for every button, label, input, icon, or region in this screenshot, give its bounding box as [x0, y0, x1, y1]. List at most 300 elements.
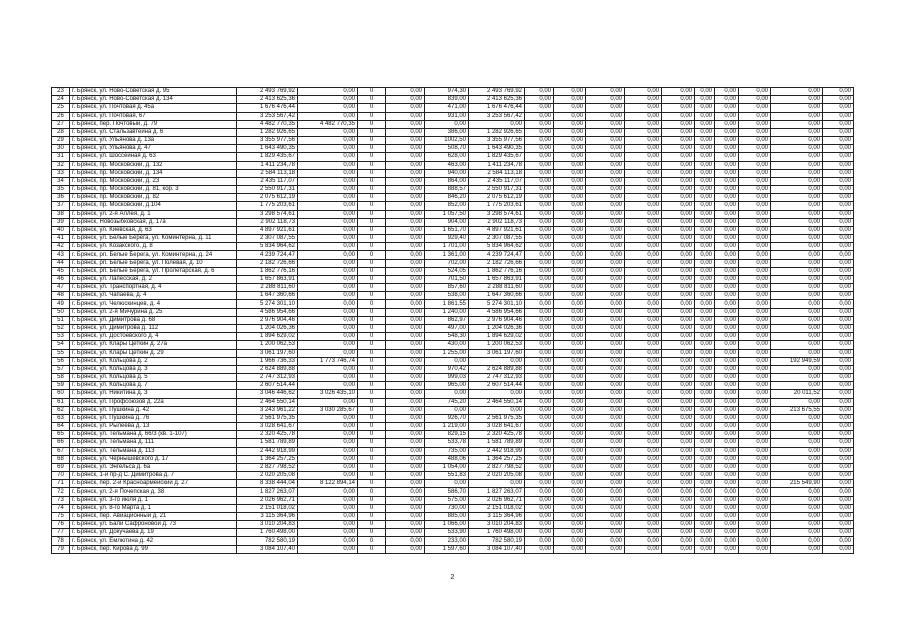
- cell-cost-col-8: 0,00: [525, 545, 554, 553]
- table-row: [52, 480, 854, 488]
- cell-area: 1 701,00: [425, 243, 469, 251]
- cell-cost-col-9: 0,00: [554, 308, 586, 316]
- cell-address: г. Брянск, ул. Кольцова д. 7: [70, 382, 237, 390]
- cell-cost-col-15: 0,00: [739, 235, 771, 243]
- cell-address: г. Брянск, ул. Докучаева д. 19: [70, 529, 237, 537]
- cell-cost-col-7: 2 493 769,92: [469, 88, 525, 96]
- cell-cost-col-5: 0,00: [386, 169, 425, 177]
- cell-area: 862,97: [425, 316, 469, 324]
- cell-cost-col-16: 0,00: [771, 439, 823, 447]
- cell-cost-col-12: 0,00: [662, 496, 695, 504]
- cell-total-cost: 1 411 234,78: [237, 161, 298, 169]
- cell-cost-col-13: 0,00: [695, 480, 715, 488]
- cell-cost-col-5: 0,00: [386, 480, 425, 488]
- cell-row-number: 73: [52, 496, 70, 504]
- cell-cost-col-10: 0,00: [586, 120, 625, 128]
- cell-area: 730,00: [425, 504, 469, 512]
- cell-address: г. Брянск, ул. Бали Сафроновой д. 73: [70, 521, 237, 529]
- cell-area: 929,40: [425, 235, 469, 243]
- cell-area: 497,00: [425, 324, 469, 332]
- cell-cost-col-11: 0,00: [625, 104, 662, 112]
- cell-cost-col-13: 0,00: [695, 226, 715, 234]
- cell-cost-col-12: 0,00: [662, 472, 695, 480]
- cell-cost-col-16: 0,00: [771, 529, 823, 537]
- cell-cost-col-13: 0,00: [695, 365, 715, 373]
- cell-row-number: 67: [52, 447, 70, 455]
- cell-total-cost: 1 364 257,25: [237, 455, 298, 463]
- cell-cost-col-14: 0,00: [715, 226, 739, 234]
- cell-cost-col-5: 0,00: [386, 463, 425, 471]
- cell-address: г. Брянск, пер. Авиационный д. 21: [70, 512, 237, 520]
- table-row: [52, 267, 854, 275]
- cell-row-number: 59: [52, 382, 70, 390]
- cell-cost-col-3: 0,00: [298, 292, 358, 300]
- cell-address: г. Брянск, рп. Белые Берега, ул. Пролетарская, д. 6: [70, 267, 237, 275]
- cell-cost-col-17: 0,00: [823, 382, 854, 390]
- cell-cost-col-16: 0,00: [771, 333, 823, 341]
- cell-cost-col-13: 0,00: [695, 284, 715, 292]
- cell-cost-col-9: 0,00: [554, 243, 586, 251]
- cell-cost-col-15: 0,00: [739, 512, 771, 520]
- cell-cost-col-17: 0,00: [823, 112, 854, 120]
- cell-cost-col-5: 0,00: [386, 292, 425, 300]
- cell-cost-col-10: 0,00: [586, 349, 625, 357]
- cell-cost-col-7: 4 586 954,66: [469, 308, 525, 316]
- cell-cost-col-15: 0,00: [739, 186, 771, 194]
- table-row: [52, 88, 854, 96]
- cell-area: 0,00: [425, 480, 469, 488]
- cell-cost-col-16: 0,00: [771, 112, 823, 120]
- cell-cost-col-4: 0: [358, 169, 386, 177]
- cell-address: г. Брянск, ул. 2-я Мичурина д. 25: [70, 308, 237, 316]
- cell-row-number: 77: [52, 529, 70, 537]
- cell-cost-col-17: 0,00: [823, 529, 854, 537]
- cell-cost-col-4: 0: [358, 504, 386, 512]
- cell-cost-col-12: 0,00: [662, 349, 695, 357]
- cell-cost-col-11: 0,00: [625, 112, 662, 120]
- cell-cost-col-10: 0,00: [586, 382, 625, 390]
- table-row: [52, 512, 854, 520]
- cell-total-cost: 8 338 444,04: [237, 480, 298, 488]
- cell-cost-col-10: 0,00: [586, 398, 625, 406]
- cell-address: г. Брянск, ул. Чернышевского д. 17: [70, 455, 237, 463]
- cell-cost-col-5: 0,00: [386, 243, 425, 251]
- cell-total-cost: 1 894 629,02: [237, 333, 298, 341]
- table-row: [52, 169, 854, 177]
- cell-cost-col-10: 0,00: [586, 275, 625, 283]
- cell-cost-col-11: 0,00: [625, 374, 662, 382]
- cell-cost-col-16: 0,00: [771, 537, 823, 545]
- cell-address: г. Брянск, ул. Энгельса д. 6а: [70, 463, 237, 471]
- cell-cost-col-3: 0,00: [298, 308, 358, 316]
- cell-cost-col-3: 0,00: [298, 431, 358, 439]
- cell-cost-col-17: 0,00: [823, 316, 854, 324]
- cell-cost-col-5: 0,00: [386, 382, 425, 390]
- cell-address: г. Брянск, ул. Стальзавтейна д. 6: [70, 128, 237, 136]
- cell-total-cost: 3 010 204,83: [237, 521, 298, 529]
- cell-row-number: 27: [52, 120, 70, 128]
- cell-cost-col-12: 0,00: [662, 243, 695, 251]
- cell-area: 1 066,00: [425, 521, 469, 529]
- cell-cost-col-5: 0,00: [386, 186, 425, 194]
- cell-cost-col-16: 0,00: [771, 496, 823, 504]
- cell-cost-col-3: 0,00: [298, 128, 358, 136]
- cell-cost-col-14: 0,00: [715, 365, 739, 373]
- cell-cost-col-9: 0,00: [554, 349, 586, 357]
- cell-cost-col-7: 1 829 435,67: [469, 153, 525, 161]
- cell-address: г. Брянск, ул. Белые Берега, ул. Коминтерна, д. 11: [70, 235, 237, 243]
- cell-cost-col-4: 0: [358, 251, 386, 259]
- cell-cost-col-10: 0,00: [586, 153, 625, 161]
- cell-cost-col-13: 0,00: [695, 463, 715, 471]
- cell-cost-col-15: 0,00: [739, 120, 771, 128]
- cell-row-number: 53: [52, 333, 70, 341]
- cell-cost-col-7: 2 151 018,02: [469, 504, 525, 512]
- cell-cost-col-9: 0,00: [554, 267, 586, 275]
- table-row: [52, 423, 854, 431]
- cell-area: 508,70: [425, 145, 469, 153]
- cell-cost-col-7: 2 747 312,93: [469, 374, 525, 382]
- cell-cost-col-14: 0,00: [715, 104, 739, 112]
- cell-row-number: 45: [52, 267, 70, 275]
- cell-address: г. Брянск, ул. Тельмана д. 113: [70, 447, 237, 455]
- cell-cost-col-16: 0,00: [771, 382, 823, 390]
- cell-cost-col-14: 0,00: [715, 259, 739, 267]
- cell-cost-col-12: 0,00: [662, 406, 695, 414]
- cell-cost-col-8: 0,00: [525, 120, 554, 128]
- cell-cost-col-17: 0,00: [823, 496, 854, 504]
- cell-cost-col-3: 0,00: [298, 88, 358, 96]
- cell-cost-col-11: 0,00: [625, 341, 662, 349]
- cell-cost-col-8: 0,00: [525, 145, 554, 153]
- cell-cost-col-14: 0,00: [715, 210, 739, 218]
- cell-cost-col-4: 0: [358, 275, 386, 283]
- cell-total-cost: 4 482 770,35: [237, 120, 298, 128]
- cell-cost-col-12: 0,00: [662, 202, 695, 210]
- cell-total-cost: 2 827 798,52: [237, 463, 298, 471]
- cell-cost-col-17: 0,00: [823, 267, 854, 275]
- cell-cost-col-9: 0,00: [554, 357, 586, 365]
- cell-cost-col-16: 0,00: [771, 161, 823, 169]
- table-row: [52, 120, 854, 128]
- table-row: [52, 112, 854, 120]
- cell-address: г. Брянск, ул. Клары Цеткин д. 27а: [70, 341, 237, 349]
- cell-cost-col-3: 0,00: [298, 537, 358, 545]
- cell-cost-col-12: 0,00: [662, 390, 695, 398]
- cell-cost-col-14: 0,00: [715, 390, 739, 398]
- cell-row-number: 30: [52, 145, 70, 153]
- cell-cost-col-12: 0,00: [662, 431, 695, 439]
- cell-cost-col-14: 0,00: [715, 153, 739, 161]
- cell-total-cost: 782 580,19: [237, 537, 298, 545]
- cell-cost-col-11: 0,00: [625, 169, 662, 177]
- cell-area: 471,00: [425, 104, 469, 112]
- cell-cost-col-17: 0,00: [823, 374, 854, 382]
- cell-cost-col-7: 1 657 863,91: [469, 275, 525, 283]
- cell-cost-col-3: 0,00: [298, 177, 358, 185]
- cell-cost-col-16: 0,00: [771, 210, 823, 218]
- cell-address: г. Брянск, ул. Лапесская, д. 2: [70, 275, 237, 283]
- cell-address: г. Брянск, ул. Почтовая, 67: [70, 112, 237, 120]
- cell-cost-col-11: 0,00: [625, 545, 662, 553]
- cell-cost-col-16: 0,00: [771, 169, 823, 177]
- cell-cost-col-3: 0,00: [298, 210, 358, 218]
- cell-cost-col-8: 0,00: [525, 88, 554, 96]
- table-row: [52, 300, 854, 308]
- cell-area: 1 054,00: [425, 463, 469, 471]
- cell-cost-col-12: 0,00: [662, 251, 695, 259]
- cell-total-cost: 2 607 514,44: [237, 382, 298, 390]
- cell-cost-col-11: 0,00: [625, 349, 662, 357]
- cell-address: г. Брянск, рп. Белые Берега, ул. Полевая, д. 10: [70, 259, 237, 267]
- cell-cost-col-9: 0,00: [554, 455, 586, 463]
- cell-cost-col-17: 0,00: [823, 161, 854, 169]
- cell-cost-col-12: 0,00: [662, 137, 695, 145]
- table-row: [52, 374, 854, 382]
- cell-cost-col-15: 0,00: [739, 447, 771, 455]
- cell-cost-col-16: 0,00: [771, 104, 823, 112]
- table-row: [52, 431, 854, 439]
- cell-cost-col-7: 2 464 550,14: [469, 398, 525, 406]
- cell-cost-col-5: 0,00: [386, 202, 425, 210]
- cell-cost-col-15: 0,00: [739, 439, 771, 447]
- cell-cost-col-10: 0,00: [586, 365, 625, 373]
- cell-address: г. Брянск, ул. Киевская, д. 63: [70, 226, 237, 234]
- cell-cost-col-14: 0,00: [715, 398, 739, 406]
- cell-cost-col-13: 0,00: [695, 259, 715, 267]
- cell-total-cost: 2 976 904,46: [237, 316, 298, 324]
- cell-cost-col-10: 0,00: [586, 308, 625, 316]
- cell-total-cost: 2 413 625,36: [237, 96, 298, 104]
- cell-cost-col-5: 0,00: [386, 333, 425, 341]
- cell-cost-col-16: 0,00: [771, 463, 823, 471]
- cell-cost-col-13: 0,00: [695, 104, 715, 112]
- cell-cost-col-11: 0,00: [625, 120, 662, 128]
- cell-cost-col-13: 0,00: [695, 423, 715, 431]
- cell-cost-col-14: 0,00: [715, 455, 739, 463]
- cell-address: г. Брянск, ул. 2-я Аллея, д. 1: [70, 210, 237, 218]
- cell-cost-col-17: 0,00: [823, 365, 854, 373]
- cell-cost-col-7: 1 581 789,89: [469, 439, 525, 447]
- cell-cost-col-4: 0: [358, 545, 386, 553]
- cell-total-cost: 4 239 724,47: [237, 251, 298, 259]
- cell-cost-col-5: 0,00: [386, 145, 425, 153]
- cell-cost-col-4: 0: [358, 365, 386, 373]
- cell-cost-col-15: 0,00: [739, 267, 771, 275]
- cell-cost-col-17: 0,00: [823, 120, 854, 128]
- cell-cost-col-11: 0,00: [625, 292, 662, 300]
- cell-cost-col-4: 0: [358, 414, 386, 422]
- cell-total-cost: 3 253 567,42: [237, 112, 298, 120]
- cell-cost-col-17: 0,00: [823, 439, 854, 447]
- cell-cost-col-11: 0,00: [625, 284, 662, 292]
- cell-cost-col-9: 0,00: [554, 88, 586, 96]
- cell-cost-col-16: 0,00: [771, 88, 823, 96]
- cell-cost-col-7: 2 413 625,36: [469, 96, 525, 104]
- cell-cost-col-12: 0,00: [662, 341, 695, 349]
- cell-cost-col-3: 0,00: [298, 374, 358, 382]
- cell-row-number: 66: [52, 439, 70, 447]
- cell-cost-col-9: 0,00: [554, 472, 586, 480]
- cell-cost-col-14: 0,00: [715, 161, 739, 169]
- cell-cost-col-10: 0,00: [586, 488, 625, 496]
- table-row: [52, 202, 854, 210]
- cell-cost-col-17: 0,00: [823, 284, 854, 292]
- cell-cost-col-15: 0,00: [739, 316, 771, 324]
- cell-cost-col-14: 0,00: [715, 177, 739, 185]
- cell-cost-col-8: 0,00: [525, 235, 554, 243]
- cell-cost-col-11: 0,00: [625, 202, 662, 210]
- cell-cost-col-7: 1 894 629,02: [469, 333, 525, 341]
- cell-cost-col-17: 0,00: [823, 357, 854, 365]
- cell-cost-col-10: 0,00: [586, 169, 625, 177]
- cell-cost-col-16: 0,00: [771, 137, 823, 145]
- cell-cost-col-13: 0,00: [695, 120, 715, 128]
- cell-cost-col-14: 0,00: [715, 235, 739, 243]
- cell-cost-col-11: 0,00: [625, 488, 662, 496]
- cell-cost-col-15: 0,00: [739, 128, 771, 136]
- cell-cost-col-8: 0,00: [525, 292, 554, 300]
- cell-cost-col-17: 0,00: [823, 275, 854, 283]
- cell-cost-col-10: 0,00: [586, 292, 625, 300]
- cell-cost-col-9: 0,00: [554, 504, 586, 512]
- cell-area: 888,57: [425, 186, 469, 194]
- cell-cost-col-15: 0,00: [739, 431, 771, 439]
- cell-total-cost: 2 584 113,18: [237, 169, 298, 177]
- cell-cost-col-13: 0,00: [695, 406, 715, 414]
- cell-row-number: 42: [52, 243, 70, 251]
- cell-cost-col-17: 0,00: [823, 472, 854, 480]
- cell-cost-col-12: 0,00: [662, 267, 695, 275]
- cell-cost-col-16: 192 949,59: [771, 357, 823, 365]
- cell-cost-col-10: 0,00: [586, 137, 625, 145]
- cell-cost-col-15: 0,00: [739, 423, 771, 431]
- cell-cost-col-11: 0,00: [625, 194, 662, 202]
- cell-cost-col-16: 0,00: [771, 374, 823, 382]
- cell-cost-col-15: 0,00: [739, 480, 771, 488]
- cell-cost-col-12: 0,00: [662, 128, 695, 136]
- cell-cost-col-3: 0,00: [298, 267, 358, 275]
- cell-cost-col-3: 0,00: [298, 423, 358, 431]
- cell-area: 1 240,00: [425, 308, 469, 316]
- cell-cost-col-5: 0,00: [386, 88, 425, 96]
- cell-cost-col-5: 0,00: [386, 120, 425, 128]
- cell-total-cost: 1 966 736,33: [237, 357, 298, 365]
- table-row: [52, 537, 854, 545]
- cell-cost-col-5: 0,00: [386, 521, 425, 529]
- cell-cost-col-3: 0,00: [298, 488, 358, 496]
- cell-cost-col-15: 0,00: [739, 374, 771, 382]
- cell-cost-col-13: 0,00: [695, 128, 715, 136]
- cell-cost-col-12: 0,00: [662, 423, 695, 431]
- cell-cost-col-15: 0,00: [739, 333, 771, 341]
- cell-cost-col-8: 0,00: [525, 96, 554, 104]
- cell-cost-col-3: 0,00: [298, 521, 358, 529]
- cell-cost-col-9: 0,00: [554, 463, 586, 471]
- cell-cost-col-4: 0: [358, 243, 386, 251]
- cell-cost-col-8: 0,00: [525, 137, 554, 145]
- cell-cost-col-12: 0,00: [662, 357, 695, 365]
- cell-total-cost: 2 288 811,60: [237, 284, 298, 292]
- cell-cost-col-12: 0,00: [662, 112, 695, 120]
- cell-cost-col-11: 0,00: [625, 439, 662, 447]
- table-row: [52, 463, 854, 471]
- cell-cost-col-15: 0,00: [739, 259, 771, 267]
- cell-cost-col-11: 0,00: [625, 365, 662, 373]
- cell-cost-col-14: 0,00: [715, 324, 739, 332]
- cell-cost-col-14: 0,00: [715, 96, 739, 104]
- cell-cost-col-4: 0: [358, 259, 386, 267]
- table-row: [52, 529, 854, 537]
- cell-cost-col-10: 0,00: [586, 128, 625, 136]
- cell-cost-col-4: 0: [358, 104, 386, 112]
- cell-total-cost: 1 643 490,35: [237, 145, 298, 153]
- cell-area: 846,20: [425, 194, 469, 202]
- cell-cost-col-7: 0,00: [469, 120, 525, 128]
- cell-cost-col-16: 0,00: [771, 316, 823, 324]
- cell-cost-col-9: 0,00: [554, 259, 586, 267]
- cell-cost-col-14: 0,00: [715, 120, 739, 128]
- cell-cost-col-11: 0,00: [625, 226, 662, 234]
- cell-cost-col-8: 0,00: [525, 104, 554, 112]
- cell-cost-col-8: 0,00: [525, 324, 554, 332]
- cell-cost-col-12: 0,00: [662, 169, 695, 177]
- cell-cost-col-16: 0,00: [771, 300, 823, 308]
- capital-repair-table: [51, 87, 854, 554]
- cell-cost-col-12: 0,00: [662, 218, 695, 226]
- cell-cost-col-17: 0,00: [823, 186, 854, 194]
- cell-cost-col-13: 0,00: [695, 153, 715, 161]
- cell-row-number: 74: [52, 504, 70, 512]
- cell-total-cost: 1 204 026,36: [237, 324, 298, 332]
- cell-cost-col-17: 0,00: [823, 128, 854, 136]
- cell-cost-col-9: 0,00: [554, 120, 586, 128]
- cell-cost-col-11: 0,00: [625, 480, 662, 488]
- cell-cost-col-9: 0,00: [554, 545, 586, 553]
- cell-cost-col-12: 0,00: [662, 259, 695, 267]
- cell-cost-col-10: 0,00: [586, 96, 625, 104]
- cell-cost-col-8: 0,00: [525, 218, 554, 226]
- cell-cost-col-7: 2 550 917,31: [469, 186, 525, 194]
- cell-cost-col-9: 0,00: [554, 521, 586, 529]
- cell-cost-col-9: 0,00: [554, 145, 586, 153]
- cell-cost-col-17: 0,00: [823, 324, 854, 332]
- cell-area: 386,00: [425, 128, 469, 136]
- cell-cost-col-14: 0,00: [715, 537, 739, 545]
- cell-total-cost: 2 747 312,93: [237, 374, 298, 382]
- cell-area: 430,00: [425, 341, 469, 349]
- cell-total-cost: 2 026 962,71: [237, 496, 298, 504]
- cell-cost-col-5: 0,00: [386, 496, 425, 504]
- table-row: [52, 488, 854, 496]
- cell-cost-col-9: 0,00: [554, 341, 586, 349]
- cell-cost-col-12: 0,00: [662, 235, 695, 243]
- cell-cost-col-8: 0,00: [525, 455, 554, 463]
- cell-cost-col-14: 0,00: [715, 423, 739, 431]
- cell-cost-col-13: 0,00: [695, 177, 715, 185]
- cell-row-number: 32: [52, 161, 70, 169]
- cell-cost-col-15: 0,00: [739, 496, 771, 504]
- cell-address: г. Брянск, ул. Кольцова д. 2: [70, 357, 237, 365]
- cell-cost-col-10: 0,00: [586, 194, 625, 202]
- cell-cost-col-16: 20 011,52: [771, 390, 823, 398]
- cell-total-cost: 4 586 954,66: [237, 308, 298, 316]
- cell-cost-col-4: 0: [358, 88, 386, 96]
- cell-cost-col-11: 0,00: [625, 259, 662, 267]
- cell-cost-col-8: 0,00: [525, 169, 554, 177]
- cell-cost-col-7: 2 624 889,88: [469, 365, 525, 373]
- cell-cost-col-3: 0,00: [298, 104, 358, 112]
